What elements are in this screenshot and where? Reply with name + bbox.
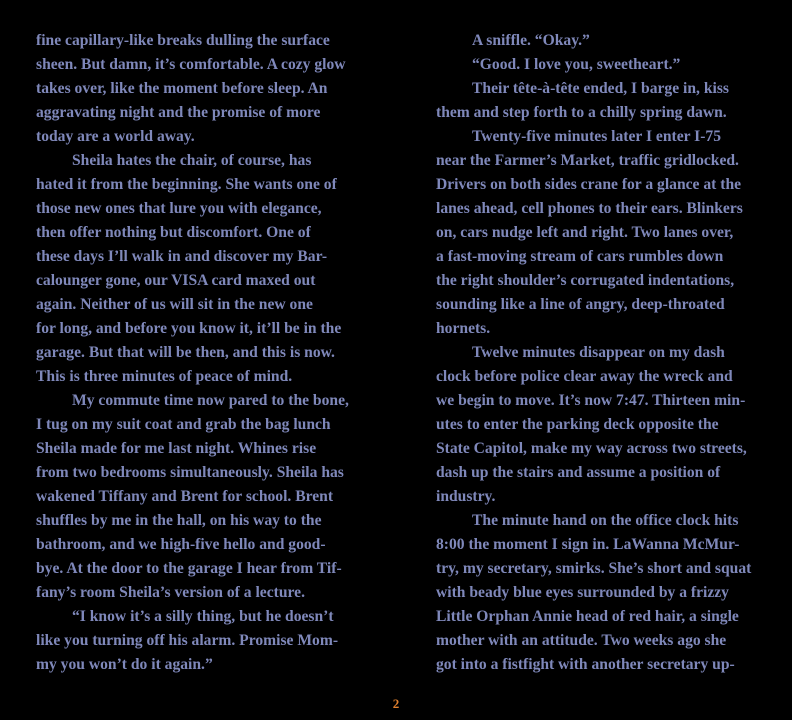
text-line: shuffles by me in the hall, on his way to the <box>36 512 322 529</box>
text-line: clock before police clear away the wreck and <box>436 368 733 385</box>
text-line: again. Neither of us will sit in the new one <box>36 296 313 313</box>
text-line: sounding like a line of angry, deep-throated <box>436 296 725 313</box>
text-line: State Capitol, make my way across two streets, <box>436 440 747 457</box>
text-line: fine capillary-like breaks dulling the surface <box>36 32 330 49</box>
text-line: hated it from the beginning. She wants one of <box>36 176 337 193</box>
text-line: This is three minutes of peace of mind. <box>36 368 293 385</box>
text-line: like you turning off his alarm. Promise Mom- <box>36 632 339 649</box>
text-line: A sniffle. “Okay.” <box>472 32 590 49</box>
text-line: the right shoulder’s corrugated indentations, <box>436 272 735 289</box>
text-line: Sheila hates the chair, of course, has <box>72 152 312 169</box>
text-line: The minute hand on the office clock hits <box>472 512 739 529</box>
text-line: near the Farmer’s Market, traffic gridlocked. <box>436 152 739 169</box>
text-line: from two bedrooms simultaneously. Sheila has <box>36 464 344 481</box>
text-line: calounger gone, our VISA card maxed out <box>36 272 316 289</box>
text-line: Drivers on both sides crane for a glance at the <box>436 176 742 193</box>
text-line: for long, and before you know it, it’ll be in the <box>36 320 342 337</box>
text-line: these days I’ll walk in and discover my Bar- <box>36 248 328 265</box>
text-line: a fast-moving stream of cars rumbles down <box>436 248 724 265</box>
text-line: “I know it’s a silly thing, but he doesn’t <box>72 608 334 625</box>
text-line: Sheila made for me last night. Whines rise <box>36 440 317 457</box>
left-text-column <box>36 29 362 677</box>
text-line: utes to enter the parking deck opposite the <box>436 416 719 433</box>
text-line: Twelve minutes disappear on my dash <box>472 344 725 361</box>
text-line: takes over, like the moment before sleep. An <box>36 80 328 97</box>
text-line: lanes ahead, cell phones to their ears. Blinkers <box>436 200 743 217</box>
text-line: with beady blue eyes surrounded by a frizzy <box>436 584 729 601</box>
text-line: I tug on my suit coat and grab the bag lunch <box>36 416 331 433</box>
text-line: Little Orphan Annie head of red hair, a single <box>436 608 739 625</box>
text-line: hornets. <box>436 320 491 337</box>
text-line: Their tête-à-tête ended, I barge in, kiss <box>472 80 729 97</box>
text-line: My commute time now pared to the bone, <box>72 392 349 409</box>
text-line: on, cars nudge left and right. Two lanes over, <box>436 224 734 241</box>
text-line: garage. But that will be then, and this is now. <box>36 344 335 361</box>
text-line: bye. At the door to the garage I hear from Tif- <box>36 560 342 577</box>
text-line: those new ones that lure you with elegance, <box>36 200 322 217</box>
text-line: Twenty-five minutes later I enter I-75 <box>472 128 722 145</box>
text-line: “Good. I love you, sweetheart.” <box>472 56 681 73</box>
text-line: wakened Tiffany and Brent for school. Brent <box>36 488 334 505</box>
text-line: we begin to move. It’s now 7:47. Thirteen min- <box>436 392 746 409</box>
text-line: try, my secretary, smirks. She’s short and squat <box>436 560 752 577</box>
right-text-column <box>436 29 758 677</box>
text-line: 8:00 the moment I sign in. LaWanna McMur- <box>436 536 740 553</box>
page-number: 2 <box>392 696 400 711</box>
text-line: fany’s room Sheila’s version of a lecture. <box>36 584 305 601</box>
text-line: aggravating night and the promise of more <box>36 104 321 121</box>
text-line: industry. <box>436 488 496 505</box>
text-line: bathroom, and we high-five hello and good- <box>36 536 326 553</box>
text-line: dash up the stairs and assume a position of <box>436 464 721 481</box>
text-line: mother with an attitude. Two weeks ago she <box>436 632 727 649</box>
text-line: got into a fistfight with another secretary up- <box>436 656 735 673</box>
text-line: sheen. But damn, it’s comfortable. A cozy glow <box>36 56 346 73</box>
text-line: then offer nothing but discomfort. One of <box>36 224 311 241</box>
text-line: today are a world away. <box>36 128 195 145</box>
text-line: my you won’t do it again.” <box>36 656 213 673</box>
text-line: them and step forth to a chilly spring dawn. <box>436 104 727 121</box>
